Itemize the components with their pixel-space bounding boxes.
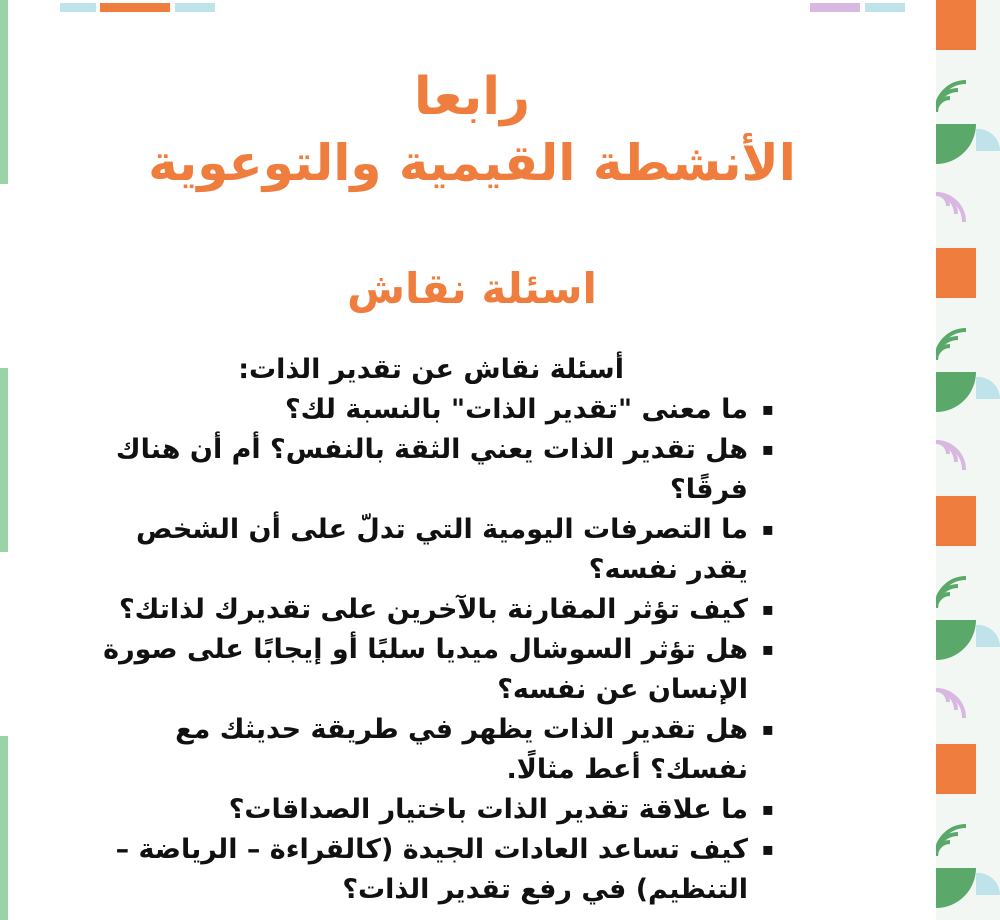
list-item: ▪ هل تؤثر السوشال ميديا سلبًا أو إيجابًا على صورة الإنسان عن نفسه؟: [84, 630, 774, 710]
list-item: ▪ ما علاقة تقدير الذات باختيار الصداقات؟: [84, 790, 774, 830]
title-line-1: رابعا: [413, 67, 531, 127]
document-page: [8, 12, 936, 920]
list-item: ▪ كيف تساعد العادات الجيدة (كالقراءة – الرياضة – التنظيم) في رفع تقدير الذات؟: [84, 830, 774, 910]
right-decorative-border: [936, 0, 1000, 920]
list-item: ▪ كيف تؤثر المقارنة بالآخرين على تقديرك لذاتك؟: [84, 590, 774, 630]
intro-text: أسئلة نقاش عن تقدير الذات:: [238, 354, 624, 385]
top-decorative-border: [0, 0, 1000, 12]
discussion-content: [84, 350, 774, 910]
section-heading: اسئلة نقاش: [347, 264, 597, 313]
list-item: ▪ ما التصرفات اليومية التي تدلّ على أن الشخص يقدر نفسه؟: [84, 510, 774, 590]
top-pattern: [0, 3, 1000, 12]
left-decorative-border: [0, 0, 8, 920]
list-item: ▪ هل تقدير الذات يعني الثقة بالنفس؟ أم أن هناك فرقًا؟: [84, 430, 774, 510]
right-pattern: [936, 0, 1000, 920]
title-line-2: الأنشطة القيمية والتوعوية: [148, 134, 796, 192]
list-item: ▪ هل تقدير الذات يظهر في طريقة حديثك مع نفسك؟ أعط مثالًا.: [84, 710, 774, 790]
questions-list: [84, 390, 774, 910]
list-item: ▪ ما معنى "تقدير الذات" بالنسبة لك؟: [84, 390, 774, 430]
